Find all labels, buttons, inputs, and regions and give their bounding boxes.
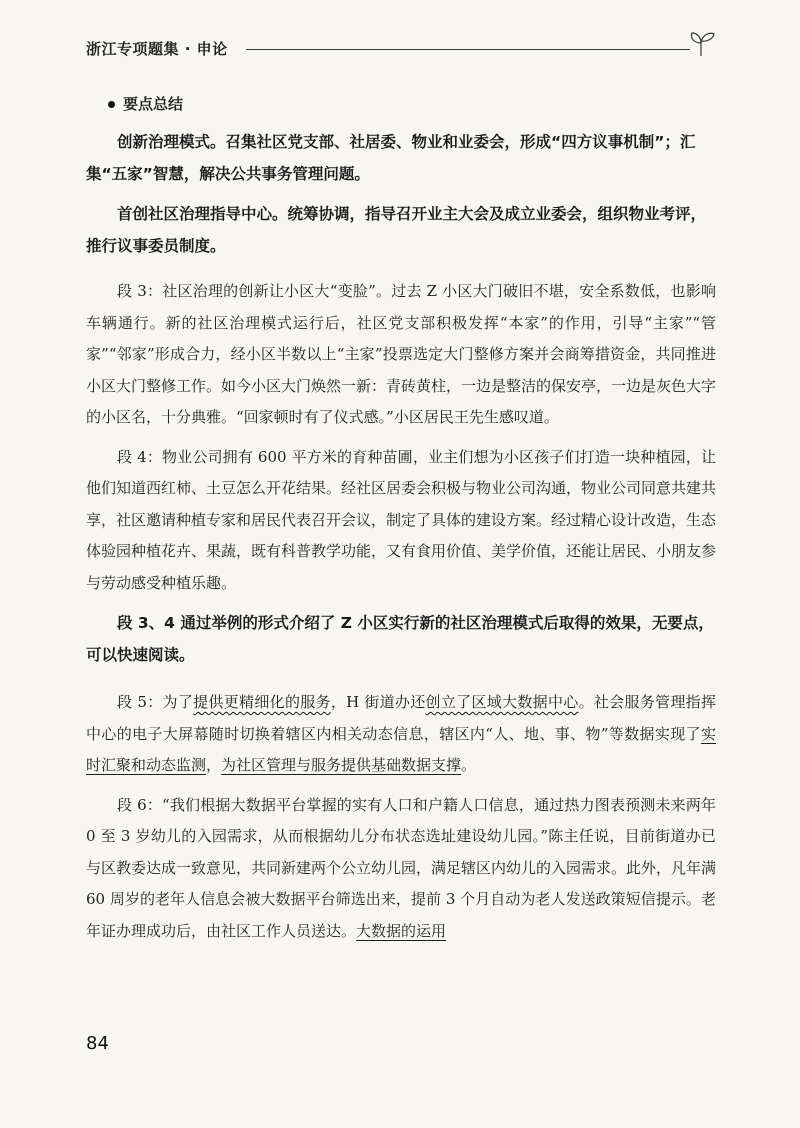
bullet-icon xyxy=(108,101,115,108)
p5-underline-2: 为社区管理与服务提供基础数据支撑 xyxy=(221,756,462,774)
paragraph-5 xyxy=(86,687,716,782)
p5-text-2: ，H 街道办还 xyxy=(330,693,426,711)
paragraph-4: 段 4：物业公司拥有 600 平方米的育种苗圃，业主们想为小区孩子们打造一块种植园，让他们知道西红柿、土豆怎么开花结果。经社区居委会积极与物业公司沟通，物业公司同意共建共享，社区邀请种植专家和居民代表召开会议，制定了具体的建设方案。经过精心设计改造，生态体验园种植花卉、果蔬，既有科普教学功能，又有食用价值、美学价值，还能让居民、小朋友参与劳动感受种植乐趣。 xyxy=(86,447,717,592)
paragraph-6 xyxy=(86,790,716,948)
p5-text-1: 段 5：为了 xyxy=(117,693,194,711)
p5-text-3: 。社会服务管理指挥中心的电子大屏幕随时切换着辖区内相关动态信息，辖区内“人、地、事、物”等数据实现了 xyxy=(86,693,716,743)
paragraph-3: 段 3：社区治理的创新让小区大“变脸”。过去 Z 小区大门破旧不堪，安全系数低，也影响车辆通行。新的社区治理模式运行后，社区党支部积极发挥“本家”的作用，引导“主家”“管家”“邻家”形成合力，经小区半数以上“主家”投票选定大门整修方案并会商筹措资金，共同推进小区大门整修工作。如今小区大门焕然一新：青砖黄柱，一边是整洁的保安亭，一边是灰色大字的小区名，十分典雅。“回家顿时有了仪式感。”小区居民王先生感叹道。 xyxy=(86,282,717,426)
p5-underline-1: 实时汇聚和动态监测 xyxy=(86,724,716,774)
summary-heading xyxy=(108,90,716,118)
note-paragraphs-3-4: 段 3、4 通过举例的形式介绍了 Z 小区实行新的社区治理模式后取得的效果，无要点，可以快速阅读。 xyxy=(86,614,714,664)
page-content xyxy=(86,90,716,955)
summary-point-2: 首创社区治理指导中心。统筹协调，指导召开业主大会及成立业委会，组织物业考评，推行议事委员制度。 xyxy=(86,205,707,255)
p6-text-1: 段 6：“我们根据大数据平台掌握的实有人口和户籍人口信息，通过热力图表预测未来两年 0 至 3 岁幼儿的入园需求，从而根据幼儿分布状态选址建设幼儿园。”陈主任说，目前街道办已与区教委达成一致意见，共同新建两个公立幼儿园，满足辖区内幼儿的入园需求。此外，凡年满 60 周岁的老年人信息会被大数据平台筛选出来，提前 3 个月自动为老人发送政策短信提示。老年证办理成功后，由社区工作人员送达。 xyxy=(86,795,717,940)
header-rule xyxy=(246,49,690,50)
sprout-icon xyxy=(686,28,716,58)
summary-point-1: 创新治理模式。召集社区党支部、社居委、物业和业委会，形成“四方议事机制”；汇集“五家”智慧，解决公共事务管理问题。 xyxy=(86,133,696,183)
p5-highlight-1: 提供更精细化的服务 xyxy=(193,693,331,711)
page-header xyxy=(86,34,716,64)
p5-text-5: 。 xyxy=(461,756,477,774)
p6-underline-1: 大数据的运用 xyxy=(356,921,447,940)
summary-heading-text: 要点总结 xyxy=(123,95,184,113)
header-title: 浙江专项题集 · 申论 xyxy=(86,40,228,58)
page-number: 84 xyxy=(86,1033,109,1054)
p5-text-4: ， xyxy=(206,756,222,774)
p5-highlight-2: 创立了区域大数据中心 xyxy=(425,693,579,711)
